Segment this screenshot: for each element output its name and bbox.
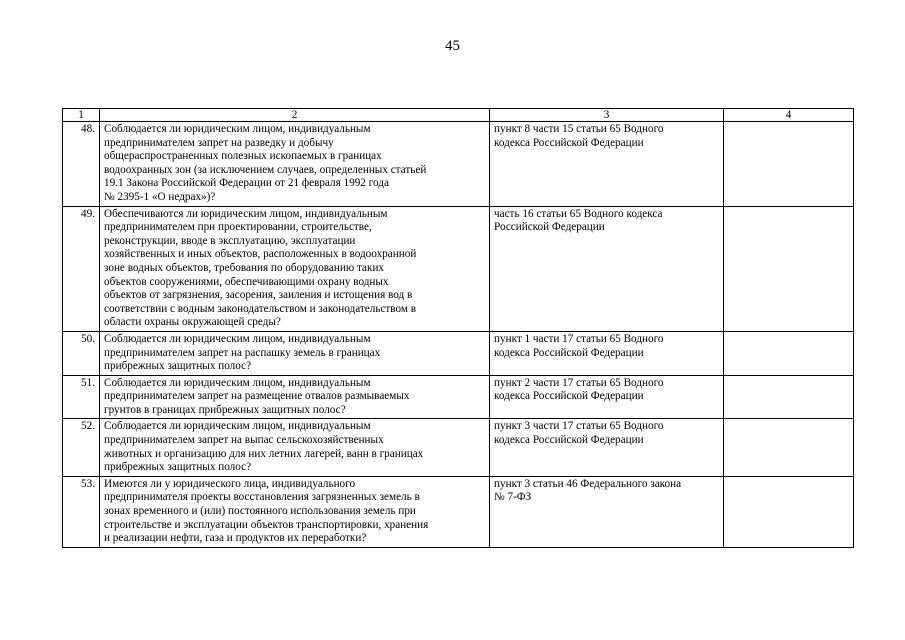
row-note (724, 206, 854, 331)
table-header (63, 109, 854, 122)
checklist-table (62, 108, 854, 548)
header-row (63, 109, 854, 122)
table-row (63, 419, 854, 476)
page-number: 45 (445, 38, 460, 54)
row-question: Обеспечиваются ли юридическим лицом, индивидуальным предпринимателем при проектировании, строительстве, реконструкции, вводе в эксплуатацию, эксплуатации хозяйственных и иных объектов, расположенных в водоохранной зоне водных объектов, требования по оборудованию таких объектов сооружениями, обеспечивающими охрану водных объектов от загрязнения, засорения, заиления и истощения вод в соответствии с водным законодательством и законодательством в области охраны окружающей среды? (100, 206, 490, 331)
row-reference: пункт 8 части 15 статьи 65 Водного кодекса Российской Федерации (490, 122, 724, 207)
table-row (63, 122, 854, 207)
row-reference: пункт 3 статьи 46 Федерального закона № 7-ФЗ (490, 476, 724, 547)
row-question: Имеются ли у юридического лица, индивидуального предпринимателя проекты восстановления загрязненных земель в зонах временного и (или) постоянного использования земель при строительстве и эксплуатации объектов транспортировки, хранения и реализации нефти, газа и продуктов их переработки? (100, 476, 490, 547)
row-reference: часть 16 статьи 65 Водного кодекса Российской Федерации (490, 206, 724, 331)
table-row (63, 375, 854, 419)
row-question: Соблюдается ли юридическим лицом, индивидуальным предпринимателем запрет на распашку земель в границах прибрежных защитных полос? (100, 331, 490, 375)
row-note (724, 331, 854, 375)
row-reference: пункт 3 части 17 статьи 65 Водного кодекса Российской Федерации (490, 419, 724, 476)
row-question: Соблюдается ли юридическим лицом, индивидуальным предпринимателем запрет на разведку и добычу общераспространенных полезных ископаемых в границах водоохранных зон (за исключением случаев, определенных статьей 19.1 Закона Российской Федерации от 21 февраля 1992 года № 2395-1 «О недрах»)? (100, 122, 490, 207)
table-body (63, 122, 854, 548)
row-note (724, 375, 854, 419)
table-row (63, 476, 854, 547)
row-number: 51. (63, 375, 100, 419)
table-row (63, 206, 854, 331)
column-header-2: 2 (100, 109, 490, 122)
row-question: Соблюдается ли юридическим лицом, индивидуальным предпринимателем запрет на размещение отвалов размываемых грунтов в границах прибрежных защитных полос? (100, 375, 490, 419)
row-note (724, 122, 854, 207)
column-header-4: 4 (724, 109, 854, 122)
row-question: Соблюдается ли юридическим лицом, индивидуальным предпринимателем запрет на выпас сельскохозяйственных животных и организацию для них летних лагерей, ванн в границах прибрежных защитных полос? (100, 419, 490, 476)
row-note (724, 419, 854, 476)
row-number: 49. (63, 206, 100, 331)
row-reference: пункт 2 части 17 статьи 65 Водного кодекса Российской Федерации (490, 375, 724, 419)
row-number: 53. (63, 476, 100, 547)
row-note (724, 476, 854, 547)
row-number: 50. (63, 331, 100, 375)
row-number: 52. (63, 419, 100, 476)
table-row (63, 331, 854, 375)
row-number: 48. (63, 122, 100, 207)
row-reference: пункт 1 части 17 статьи 65 Водного кодекса Российской Федерации (490, 331, 724, 375)
column-header-3: 3 (490, 109, 724, 122)
column-header-1: 1 (63, 109, 100, 122)
